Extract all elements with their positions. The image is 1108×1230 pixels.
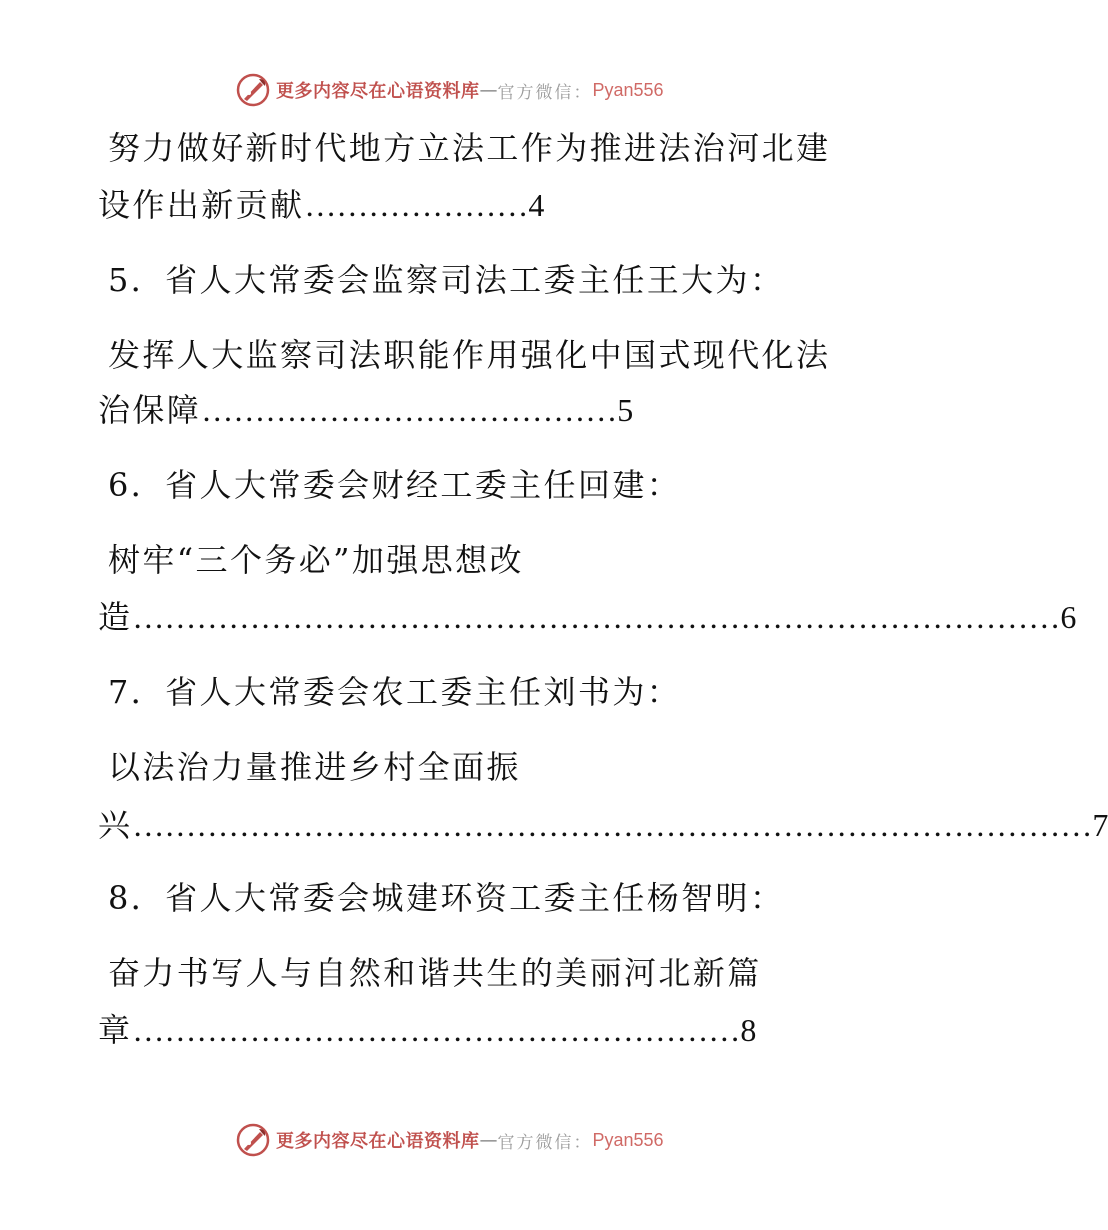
toc-page-number: 8 — [740, 1012, 757, 1048]
quill-pen-icon — [236, 73, 270, 107]
toc-entry-4-title-end: 设作出新贡献 — [98, 186, 305, 224]
toc-entry-5-title-end: 治保障 — [98, 391, 202, 429]
toc-entry-5-heading: 5．省人大常委会监察司法工委主任王大为： — [108, 261, 785, 299]
toc-entry-4-title-line1: 努力做好新时代地方立法工作为推进法治河北建 — [108, 129, 831, 167]
watermark-separator: — — [479, 1129, 498, 1151]
footer-watermark — [236, 1122, 664, 1158]
header-watermark — [236, 72, 664, 108]
toc-entry-7-heading: 7．省人大常委会农工委主任刘书为： — [108, 673, 682, 711]
toc-leader-dots: ………………………………………………… — [132, 1012, 741, 1048]
toc-page-number: 7 — [1092, 807, 1108, 843]
toc-page-number: 5 — [617, 392, 634, 428]
watermark-wechat-id: Pyan556 — [592, 79, 664, 100]
toc-entry-8-title-line1: 奋力书写人与自然和谐共生的美丽河北新篇 — [108, 954, 762, 992]
watermark-wechat-id: Pyan556 — [592, 1129, 664, 1150]
toc-entry-7-title-line2 — [98, 805, 1108, 845]
toc-leader-dots: …………………………………………………………………………… — [132, 599, 1061, 635]
toc-entry-5-title-line2 — [98, 390, 633, 430]
watermark-official-label: 官方微信： — [497, 1132, 593, 1153]
toc-leader-dots: ……………………………………………………………………………… — [132, 807, 1093, 843]
toc-entry-6-title-end: 造 — [98, 598, 133, 636]
toc-entry-8-title-line2 — [98, 1010, 756, 1050]
toc-leader-dots: ………………… — [304, 187, 529, 223]
toc-entry-7-title-end: 兴 — [98, 806, 133, 844]
toc-page-number: 4 — [528, 187, 545, 223]
toc-leader-dots: ………………………………… — [201, 392, 618, 428]
toc-entry-5-title-line1: 发挥人大监察司法职能作用强化中国式现代化法 — [108, 336, 831, 374]
toc-entry-7-title-line1: 以法治力量推进乡村全面振 — [108, 748, 521, 786]
watermark-text: 更多内容尽在心语资料库 — [276, 1131, 480, 1152]
toc-entry-6-title-line2 — [98, 597, 1076, 637]
toc-entry-4-title-line2 — [98, 185, 544, 225]
toc-entry-8-title-end: 章 — [98, 1011, 133, 1049]
quill-pen-icon — [236, 1123, 270, 1157]
watermark-official-label: 官方微信： — [497, 82, 593, 103]
toc-entry-8-heading: 8．省人大常委会城建环资工委主任杨智明： — [108, 879, 785, 917]
toc-page-number: 6 — [1060, 599, 1077, 635]
toc-entry-6-title-line1: 树牢“三个务必”加强思想改 — [108, 541, 524, 579]
watermark-separator: — — [479, 79, 498, 101]
watermark-text: 更多内容尽在心语资料库 — [276, 81, 480, 102]
toc-entry-6-heading: 6．省人大常委会财经工委主任回建： — [108, 466, 682, 504]
